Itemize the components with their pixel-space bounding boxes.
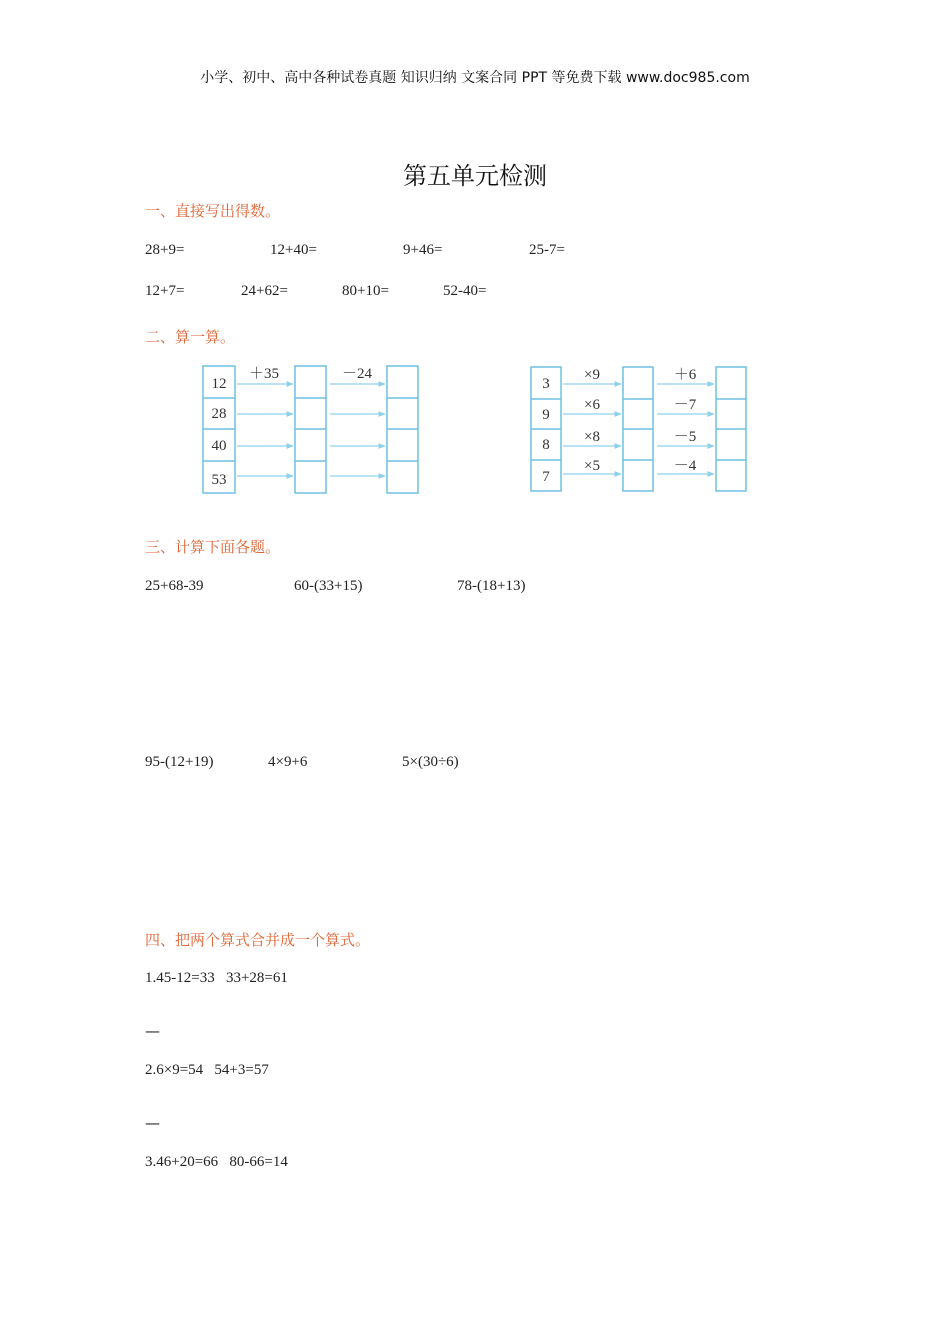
problem: 60-(33+15) [294,578,363,594]
problem: 25+68-39 [145,578,204,594]
operation-label: ×6 [584,397,600,413]
answer-blank: — [145,1114,160,1132]
problem: 78-(18+13) [457,578,526,594]
problem: 28+9= [145,242,185,258]
operation-label: －4 [673,458,697,474]
input-value: 40 [211,438,227,454]
problem: 52-40= [443,283,487,299]
problem: 5×(30÷6) [402,754,459,770]
section-4-heading: 四、把两个算式合并成一个算式。 [145,931,371,949]
right-arrow-diagram [527,360,752,496]
problem: 80+10= [342,283,389,299]
operation-label: ×5 [584,458,600,474]
input-value: 53 [211,472,227,488]
input-value: 9 [542,407,550,423]
combine-item: 3.46+20=66 80-66=14 [145,1154,288,1170]
operation-label: ×9 [584,367,600,383]
problem: 9+46= [403,242,443,258]
section-1-heading: 一、直接写出得数。 [145,202,281,220]
left-arrow-diagram [200,360,422,496]
combine-item: 1.45-12=33 33+28=61 [145,970,288,986]
problem: 95-(12+19) [145,754,214,770]
operation-label: ＋6 [673,367,697,383]
input-value: 12 [211,376,227,392]
input-value: 3 [542,376,550,392]
problem: 25-7= [529,242,565,258]
problem: 12+7= [145,283,185,299]
operation-label: －7 [673,397,697,413]
operation-label: －5 [673,429,697,445]
problem: 12+40= [270,242,317,258]
page-header: 小学、初中、高中各种试卷真题 知识归纳 文案合同 PPT 等免费下载 www.doc985.com [200,70,750,86]
page-title: 第五单元检测 [403,162,547,190]
combine-item: 2.6×9=54 54+3=57 [145,1062,269,1078]
section-3-heading: 三、计算下面各题。 [145,538,281,556]
input-value: 28 [211,406,227,422]
answer-blank: — [145,1022,160,1040]
problem: 4×9+6 [268,754,308,770]
operation-label: ×8 [584,429,600,445]
input-value: 7 [542,469,550,485]
operation-label: ＋35 [248,366,280,382]
input-value: 8 [542,437,550,453]
section-2-heading: 二、算一算。 [145,328,236,346]
problem: 24+62= [241,283,288,299]
operation-label: －24 [341,366,373,382]
